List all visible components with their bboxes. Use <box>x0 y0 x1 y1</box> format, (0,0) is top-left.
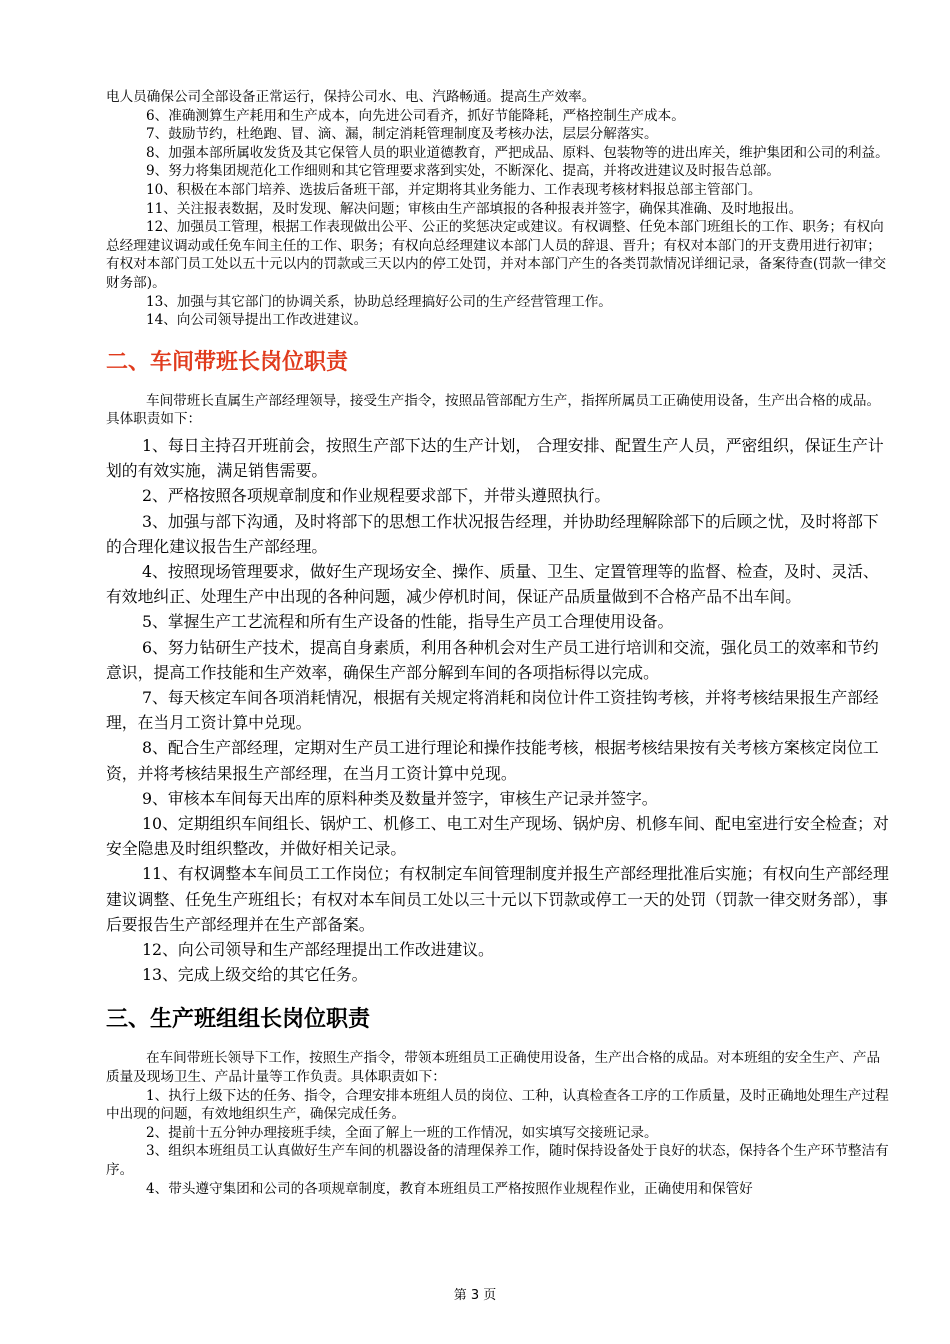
paragraph: 11、关注报表数据，及时发现、解决问题；审核由生产部填报的各种报表并签字，确保其准确、及时地报出。 <box>146 200 803 217</box>
paragraph: 7、每天核定车间各项消耗情况，根据有关规定将消耗和岗位计件工资挂钩考核，并将考核结果报生产部经理，在当月工资计算中兑现。 <box>106 687 879 733</box>
paragraph: 7、鼓励节约，杜绝跑、冒、滴、漏，制定消耗管理制度及考核办法，层层分解落实。 <box>146 126 658 143</box>
paragraph: 13、加强与其它部门的协调关系，协助总经理搞好公司的生产经营管理工作。 <box>146 293 612 310</box>
paragraph: 10、定期组织车间组长、锅炉工、机修工、电工对生产现场、锅炉房、机修车间、配电室进行安全检查；对安全隐患及时组织整改，并做好相关记录。 <box>106 813 889 859</box>
paragraph: 3、组织本班组员工认真做好生产车间的机器设备的清理保养工作，随时保持设备处于良好的状态，保持各个生产环节整洁有序。 <box>106 1143 889 1178</box>
section-general-manager-duties-continued <box>106 88 890 330</box>
paragraph: 电人员确保公司全部设备正常运行，保持公司水、电、汽路畅通。提高生产效率。 <box>106 89 596 105</box>
paragraph: 12、向公司领导和生产部经理提出工作改进建议。 <box>142 939 494 959</box>
section-shift-leader-duties <box>106 392 890 988</box>
paragraph: 14、向公司领导提出工作改进建议。 <box>146 312 368 329</box>
paragraph: 8、配合生产部经理，定期对生产员工进行理论和操作技能考核，根据考核结果按有关考核方案核定岗位工资，并将考核结果报生产部经理，在当月工资计算中兑现。 <box>106 738 879 783</box>
section-heading-team-leader: 三、生产班组组长岗位职责 <box>106 1007 371 1033</box>
paragraph: 13、完成上级交给的其它任务。 <box>142 965 368 985</box>
paragraph: 9、努力将集团规范化工作细则和其它管理要求落到实处，不断深化、提高，并将改进建议及时报告总部。 <box>146 163 780 180</box>
paragraph: 1、每日主持召开班前会，按照生产部下达的生产计划， 合理安排、配置生产人员，严密组织，保证生产计划的有效实施，满足销售需要。 <box>106 435 884 481</box>
paragraph: 11、有权调整本车间员工工作岗位；有权制定车间管理制度并报生产部经理批准后实施；有权向生产部经理建议调整、任免生产班组长；有权对本车间员工处以三十元以下罚款或停工一天的处罚（罚款一律交财务部），事后要报告生产部经理并在生产部备案。 <box>106 864 889 934</box>
paragraph: 2、严格按照各项规章制度和作业规程要求部下，并带头遵照执行。 <box>142 486 611 506</box>
paragraph: 6、努力钻研生产技术，提高自身素质，利用各种机会对生产员工进行培训和交流，强化员工的效率和节约意识，提高工作技能和生产效率，确保生产部分解到车间的各项指标得以完成。 <box>106 637 879 682</box>
paragraph: 6、准确测算生产耗用和生产成本，向先进公司看齐，抓好节能降耗，严格控制生产成本。 <box>146 107 685 124</box>
section-team-leader-duties <box>106 1049 890 1198</box>
paragraph: 9、审核本车间每天出库的原料种类及数量并签字，审核生产记录并签字。 <box>142 788 658 808</box>
paragraph: 5、掌握生产工艺流程和所有生产设备的性能，指导生产员工合理使用设备。 <box>142 612 674 632</box>
paragraph: 3、加强与部下沟通，及时将部下的思想工作状况报告经理，并协助经理解除部下的后顾之忧，及时将部下的合理化建议报告生产部经理。 <box>106 511 879 556</box>
paragraph: 1、执行上级下达的任务、指令，合理安排本班组人员的岗位、工种，认真检查各工序的工作质量，及时正确地处理生产过程中出现的问题，有效地组织生产，确保完成任务。 <box>106 1087 889 1123</box>
document-body <box>106 88 890 1198</box>
paragraph: 10、积极在本部门培养、选拔后备班干部，并定期将其业务能力、工作表现考核材料报总部主管部门。 <box>146 181 762 198</box>
paragraph: 8、加强本部所属收发货及其它保管人员的职业道德教育，严把成品、原料、包装物等的进出库关，维护集团和公司的利益。 <box>146 144 889 161</box>
section-intro: 车间带班长直属生产部经理领导，接受生产指令，按照品管部配方生产，指挥所属员工正确使用设备，生产出合格的成品。具体职责如下： <box>106 392 881 428</box>
section-heading-shift-leader: 二、车间带班长岗位职责 <box>106 349 349 375</box>
paragraph: 4、带头遵守集团和公司的各项规章制度，教育本班组员工严格按照作业规程作业，正确使用和保管好 <box>146 1180 753 1197</box>
paragraph: 在车间带班长领导下工作，按照生产指令，带领本班组员工正确使用设备，生产出合格的成品。对本班组的安全生产、产品质量及现场卫生、产品计量等工作负责。具体职责如下： <box>106 1050 881 1085</box>
page-number: 第 3 页 <box>453 1288 497 1303</box>
paragraph: 2、提前十五分钟办理接班手续，全面了解上一班的工作情况，如实填写交接班记录。 <box>146 1124 658 1141</box>
paragraph: 4、按照现场管理要求，做好生产现场安全、操作、质量、卫生、定置管理等的监督、检查，及时、灵活、有效地纠正、处理生产中出现的各种问题，减少停机时间，保证产品质量做到不合格产品不出车间。 <box>106 561 879 607</box>
paragraph: 12、加强员工管理，根据工作表现做出公平、公正的奖惩决定或建议。有权调整、任免本部门班组长的工作、职务；有权向总经理建议调动或任免车间主任的工作、职务；有权向总经理建议本部门人员的辞退、晋升；有权对本部门的开支费用进行初审；有权对本部门员工处以五十元以内的罚款或三天以内的停工处罚，并对本部门产生的各类罚款情况详细记录，备案待查(罚款一律交财务部)。 <box>106 219 887 291</box>
